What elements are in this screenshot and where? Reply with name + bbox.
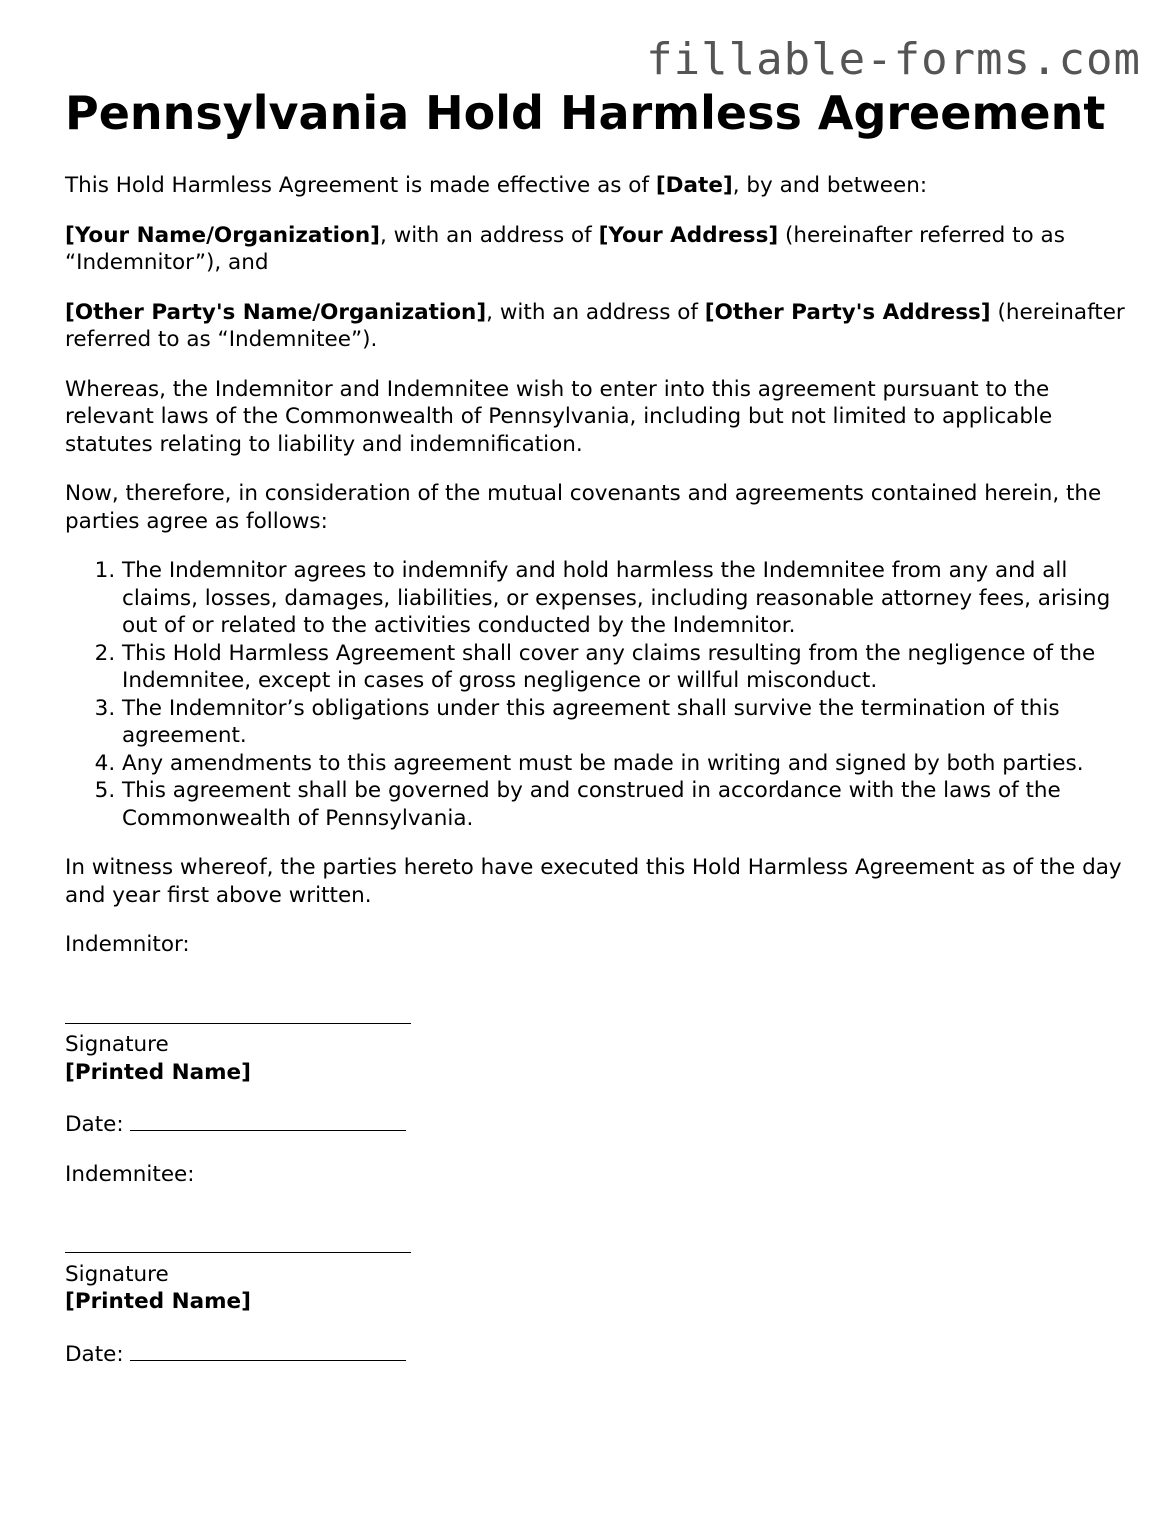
indemnitor-date-label: Date: [65, 1112, 124, 1137]
clause-item: 5. This agreement shall be governed by and construed in accordance with the laws of the Commonwealth of Pennsylvania. [122, 777, 1125, 832]
document-title: Pennsylvania Hold Harmless Agreement [65, 86, 1106, 140]
clause-item: 1. The Indemnitor agrees to indemnify and hold harmless the Indemnitee from any and all claims, losses, damages, liabilities, or expenses, including reasonable attorney fees, arising out of or related to the activities conducted by the Indemnitor. [122, 557, 1125, 640]
clause-item: 3. The Indemnitor’s obligations under this agreement shall survive the termination of this agreement. [122, 695, 1125, 750]
clause-item: 4. Any amendments to this agreement must be made in writing and signed by both parties. [122, 750, 1125, 778]
intro-suffix: , by and between: [732, 173, 928, 198]
party2-paragraph [65, 299, 1125, 354]
party1-paragraph [65, 222, 1125, 277]
indemnitor-signature-line[interactable] [65, 1001, 411, 1024]
clause-item: 2. This Hold Harmless Agreement shall cover any claims resulting from the negligence of the Indemnitee, except in cases of gross negligence or willful misconduct. [122, 640, 1125, 695]
now-therefore-paragraph: Now, therefore, in consideration of the mutual covenants and agreements contained herein, the parties agree as follows: [65, 481, 1102, 534]
party2-mid: , with an address of [486, 299, 705, 325]
indemnitee-signature-label: Signature [65, 1261, 169, 1287]
date-placeholder: [Date] [655, 173, 733, 198]
indemnitee-date-label: Date: [65, 1341, 124, 1367]
indemnitor-signature-block [65, 931, 1125, 1139]
party2-address: [Other Party's Address] [704, 299, 991, 325]
watermark: fillable-forms.com [646, 34, 1141, 85]
intro-paragraph [65, 172, 1125, 200]
intro-prefix: This Hold Harmless Agreement is made effective as of [65, 173, 656, 198]
party1-name: [Your Name/Organization] [65, 222, 380, 248]
indemnitor-signature-label: Signature [65, 1032, 169, 1057]
indemnitor-printed-name: [Printed Name] [65, 1059, 251, 1085]
indemnitee-heading: Indemnitee: [65, 1161, 195, 1187]
indemnitor-date-line[interactable] [130, 1108, 406, 1131]
whereas-paragraph: Whereas, the Indemnitor and Indemnitee wish to enter into this agreement pursuant to the relevant laws of the Commonwealth of Pennsylvania, including but not limited to applicable statutes relating to liability and indemnification. [65, 376, 1053, 457]
indemnitee-signature-line[interactable] [65, 1230, 411, 1253]
clauses-list [65, 557, 1125, 832]
indemnitee-signature-block [65, 1161, 1125, 1369]
party2-name: [Other Party's Name/Organization] [65, 299, 487, 325]
party2-suffix: (hereinafter referred to as “Indemnitee”). [65, 299, 1125, 352]
party1-mid: , with an address of [379, 222, 599, 248]
party1-suffix: (hereinafter referred to as “Indemnitor”), and [65, 222, 1065, 275]
party1-address: [Your Address] [598, 222, 779, 248]
document-body [65, 86, 1125, 1368]
indemnitee-date-line[interactable] [130, 1338, 406, 1361]
witness-paragraph: In witness whereof, the parties hereto have executed this Hold Harmless Agreement as of the day and year first above written. [65, 855, 1122, 908]
indemnitee-printed-name: [Printed Name] [65, 1289, 251, 1314]
indemnitor-heading: Indemnitor: [65, 932, 190, 957]
